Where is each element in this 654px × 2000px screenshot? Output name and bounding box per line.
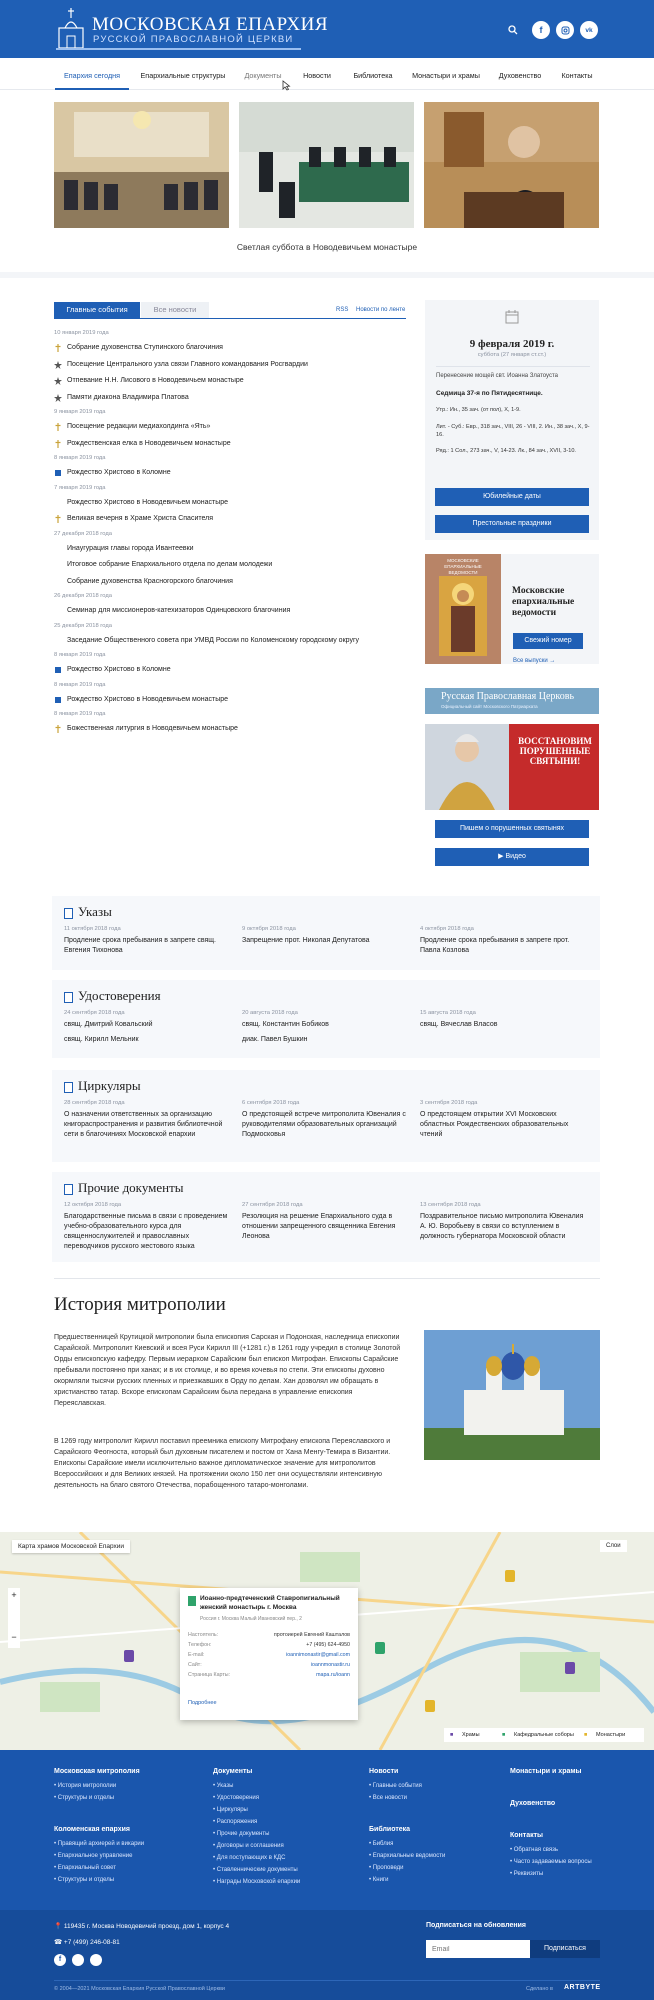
doc-item[interactable] — [420, 926, 585, 956]
rpc-banner-subtitle: Официальный сайт Московского Патриархата — [441, 704, 538, 709]
footer-contact-link[interactable]: • Часто задаваемые вопросы — [510, 1859, 592, 1865]
popup-row-label: Страница Карты: — [188, 1672, 231, 1678]
event-item[interactable] — [54, 636, 414, 646]
all-issues-link[interactable]: Все выпуски → — [513, 658, 556, 664]
nav-item-monasteries[interactable]: Монастыри и храмы — [412, 71, 480, 80]
event-item[interactable] — [54, 695, 414, 705]
doc-item-title[interactable]: Поздравительное письмо митрополита Ювеналия А. Ю. Воробьеву в связи со вступлением в должность губернатора Московской области — [420, 1213, 584, 1240]
event-title[interactable]: Собрание духовенства Красногорского благочиния — [67, 577, 233, 585]
map-legend — [444, 1728, 644, 1742]
event-title[interactable]: Инаугурация главы города Ивантеевки — [67, 544, 194, 552]
slider-photo-3[interactable] — [424, 102, 599, 228]
event-title[interactable]: Рождество Христово в Новодевичьем монастыре — [67, 498, 229, 506]
doc-item-title[interactable]: Благодарственные письма в связи с проведением учебно-образовательного курса для священнослужителей и православных переводчиков русского жестового языка — [64, 1213, 228, 1250]
footer-library-link[interactable]: • Библия — [369, 1841, 394, 1847]
doc-item-date: 24 сентября 2018 года — [64, 1010, 125, 1016]
doc-item-title[interactable]: О предстоящей встрече митрополита Ювеналия с руководителями образовательных организаций Подмосковья — [242, 1111, 406, 1138]
zoom-in-icon[interactable]: + — [11, 1590, 17, 1600]
facebook-icon[interactable]: f — [532, 21, 550, 39]
event-item[interactable] — [54, 498, 414, 508]
nav-item-library[interactable]: Библиотека — [353, 71, 393, 80]
doc-item-title-2[interactable]: свящ. Кирилл Мельник — [64, 1036, 139, 1043]
event-cross-icon — [54, 423, 62, 431]
metropolitan-photo — [425, 724, 509, 810]
event-cross-icon — [54, 725, 62, 733]
other-docs-icon — [64, 1184, 73, 1195]
footer-contact-link[interactable]: • Обратная связь — [510, 1847, 558, 1853]
doc-item[interactable] — [64, 1010, 229, 1045]
footer-metropolis-link[interactable]: • Структуры и отделы — [54, 1795, 115, 1801]
doc-item[interactable] — [242, 1202, 407, 1242]
footer-documents-link[interactable]: • Циркуляры — [213, 1807, 248, 1813]
footer-documents-link[interactable]: • Награды Московской епархии — [213, 1879, 301, 1885]
nav-item-contacts[interactable]: Контакты — [561, 71, 593, 80]
event-none-icon — [54, 637, 62, 645]
event-item[interactable] — [54, 665, 414, 675]
event-title[interactable]: Посещение Центрального узла связи Главного командования Росгвардии — [67, 360, 308, 368]
map-marker-icon[interactable] — [505, 1570, 515, 1582]
event-title[interactable]: Рождество Христово в Новодевичьем монастыре — [67, 695, 229, 703]
footer-kolomna-link[interactable]: • Епархиальный совет — [54, 1865, 116, 1871]
footer-documents-heading[interactable]: Документы — [213, 1768, 253, 1775]
event-title[interactable]: Великая вечерня в Храме Христа Спасителя — [67, 515, 214, 522]
calendar-week: Седмица 37-я по Пятидесятнице. — [436, 390, 543, 397]
popup-row-value[interactable]: mapa.ru/ioann — [316, 1672, 350, 1678]
popup-row-value[interactable]: ioannimonastir@gmail.com — [286, 1652, 350, 1658]
doc-item-title[interactable]: свящ. Вячеслав Власов — [420, 1021, 498, 1028]
history-divider — [54, 1278, 600, 1279]
popup-row-value: протоиерей Евгений Кашталов — [273, 1632, 350, 1638]
event-item[interactable] — [54, 560, 414, 570]
event-star-icon — [54, 377, 62, 385]
popup-row-label: Настоятель: — [188, 1632, 219, 1638]
event-item[interactable] — [54, 393, 414, 403]
section-divider — [0, 272, 654, 278]
popup-address: Россия г. Москва Малый Ивановский пер., 2 — [200, 1616, 302, 1622]
footer-section-heading[interactable]: Монастыри и храмы — [510, 1768, 582, 1775]
nav-item-clergy[interactable]: Духовенство — [498, 71, 542, 80]
footer-metropolis-heading[interactable]: Московская митрополия — [54, 1768, 140, 1775]
artbyte-logo[interactable]: ARTBYTE — [564, 1984, 601, 1991]
doc-section — [52, 980, 600, 1058]
event-date: 8 января 2019 года — [54, 652, 106, 658]
footer-section-heading[interactable]: Духовенство — [510, 1800, 556, 1807]
footer-library-link[interactable]: • Книги — [369, 1877, 389, 1883]
shrines-banner-text: ВОССТАНОВИМ ПОРУШЕННЫЕ СВЯТЫНИ! — [518, 736, 592, 766]
cursor-icon — [282, 80, 291, 91]
event-dot-icon — [54, 469, 62, 477]
legend-churches[interactable]: Храмы — [462, 1732, 480, 1738]
footer-library-link[interactable]: • Проповеди — [369, 1865, 404, 1871]
event-none-icon — [54, 578, 62, 586]
map-marker-icon[interactable] — [375, 1642, 385, 1654]
legend-cathedrals[interactable]: Кафедральные соборы — [514, 1732, 574, 1738]
footer-address-text: 119435 г. Москва Новодевичий проезд, дом 1, корпус 4 — [63, 1923, 230, 1930]
doc-section-title[interactable]: Указы — [78, 904, 112, 919]
map-title-label: Карта храмов Московской Епархии — [12, 1540, 130, 1553]
doc-item-title[interactable]: Резолюция на решение Епархиального суда в отношении запрещенного священника Евгения Леонова — [242, 1213, 396, 1240]
event-title[interactable]: Итоговое собрание Епархиального отдела по делам молодежи — [67, 561, 273, 568]
doc-item[interactable] — [64, 1100, 229, 1140]
doc-item[interactable] — [420, 1202, 585, 1242]
tab-all-news[interactable]: Все новости — [141, 302, 209, 318]
doc-section-title[interactable]: Циркуляры — [78, 1078, 141, 1093]
doc-item-title[interactable]: Запрещение прот. Николая Депутатова — [242, 937, 370, 944]
map-marker-icon[interactable] — [425, 1700, 435, 1712]
footer-kolomna-link[interactable]: • Правящий архиерей и викарии — [54, 1841, 145, 1847]
event-item[interactable] — [54, 468, 414, 478]
popup-row-value[interactable]: ioannmonastir.ru — [310, 1662, 350, 1668]
event-date: 25 декабря 2018 года — [54, 622, 112, 629]
decree-icon — [64, 908, 73, 919]
zoom-out-icon[interactable]: − — [11, 1632, 17, 1642]
legend-monasteries[interactable]: Монастыри — [596, 1732, 626, 1738]
nav-item-structures[interactable]: Епархиальные структуры — [140, 71, 226, 80]
patronal-feasts-button[interactable]: Престольные праздники — [435, 515, 589, 533]
popup-row — [188, 1632, 350, 1642]
event-none-icon — [54, 545, 62, 553]
history-paragraph-1: Предшественницей Крутицкой митрополии была епископия Сарская и Подонская, наследница епископии Сарайской. Митрополит Киевский и всея Руси Кирилл III (+1281 г.) в 1261 году учредил в столице Золотой Орды епископскую кафедру. Первым иерархом Сарайским был епископ Митрофан. Епископы Сарайские пребывали постоянно при ханах; и в их столице, и во время кочевья по степи. Эти епископы духовно окормляли тысячи русских пленных и приезжавших в Орду по делам. Хан дозволял им обращать в христианство татар. Вскоре епископам Сарайским была передана в управление епископия Переяславская. — [54, 1334, 401, 1407]
event-none-icon — [54, 561, 62, 569]
nav-item-news[interactable]: Новости — [303, 71, 331, 80]
footer-divider — [54, 1980, 600, 1981]
event-date: 10 января 2019 года — [54, 330, 109, 336]
event-title[interactable]: Семинар для миссионеров-катехизаторов Одинцовского благочиния — [67, 607, 291, 614]
journal-cover-title: МОСКОВСКИЕ ЕПАРХИАЛЬНЫЕ ВЕДОМОСТИ — [444, 558, 482, 575]
doc-item-date: 3 сентября 2018 года — [420, 1100, 478, 1106]
temples-map[interactable] — [0, 1532, 654, 1750]
map-marker-icon[interactable] — [124, 1650, 134, 1662]
event-dot-icon — [54, 696, 62, 704]
event-item[interactable] — [54, 422, 414, 432]
event-item[interactable] — [54, 724, 414, 734]
footer-bottom — [0, 1910, 654, 2000]
map-marker-icon[interactable] — [565, 1662, 575, 1674]
rpc-banner[interactable] — [425, 688, 599, 714]
popup-row-label: Телефон: — [188, 1642, 212, 1648]
map-zoom-control[interactable] — [8, 1588, 20, 1648]
footer-address: 📍 119435 г. Москва Новодевичий проезд, дом 1, корпус 4 — [54, 1923, 230, 1930]
calendar-saint: Перенесение мощей свт. Иоанна Златоуста — [436, 373, 558, 379]
event-star-icon — [54, 361, 62, 369]
calendar-date: 9 февраля 2019 г. — [469, 338, 555, 350]
event-star-icon — [54, 394, 62, 402]
history-title: История митрополии — [54, 1294, 226, 1315]
footer-documents-link[interactable]: • Прочие документы — [213, 1831, 270, 1837]
icon-saint-image — [439, 576, 487, 656]
doc-item[interactable] — [420, 1100, 585, 1140]
history-paragraph-2: В 1269 году митрополит Кирилл поставил преемника епископу Митрофану епископа Переяславского и Сарайского Феогноста, который был духовным писателем и постом от Хана Менгу-Темира в Византии. Епископы Сарайские имели исключительно важное дипломатическое значение для митрополитов Всероссийских и для Великих князей. На протяжении около 150 лет они осуществляли интенсивную деятельность на благо святого Отечества, порабощенного татаро-монголами. — [54, 1438, 391, 1489]
legend-icon-churches: ■ — [450, 1732, 454, 1738]
footer-facebook-icon[interactable]: f — [54, 1954, 66, 1966]
event-item[interactable] — [54, 577, 414, 587]
event-title[interactable]: Рождественская елка в Новодевичьем монастыре — [67, 439, 231, 447]
doc-item-date: 9 октября 2018 года — [242, 926, 296, 932]
footer-metropolis-link[interactable]: • История митрополии — [54, 1783, 117, 1789]
news-tape-link[interactable]: Новости по ленте — [356, 307, 406, 313]
event-item[interactable] — [54, 343, 414, 353]
doc-item[interactable] — [64, 926, 229, 956]
calendar-reading-1: Утр.: Ин., 35 зач. (от пол), Х, 1-9. — [436, 407, 521, 413]
calendar-icon — [505, 310, 519, 324]
doc-item-title[interactable]: О назначении ответственных за организацию книгораспространения и развития библиотечной сети в благочиниях Московской епархии — [64, 1111, 223, 1138]
monastery-photo[interactable] — [424, 1330, 600, 1460]
vk-icon[interactable]: vk — [580, 21, 598, 39]
popup-row-label: Сайт: — [188, 1662, 202, 1668]
event-date: 8 января 2019 года — [54, 455, 106, 461]
popup-more-link[interactable]: Подробнее — [188, 1700, 217, 1706]
slider-caption[interactable]: Светлая суббота в Новодевичьем монастыре — [236, 242, 418, 252]
legend-icon-monasteries: ■ — [584, 1732, 588, 1738]
event-item[interactable] — [54, 544, 414, 554]
logo-underline — [56, 48, 301, 50]
doc-item-date: 12 октября 2018 года — [64, 1202, 122, 1208]
popup-row-value: +7 (495) 624-4950 — [306, 1642, 350, 1648]
event-date: 27 декабря 2018 года — [54, 530, 112, 537]
nav-item-today[interactable]: Епархия сегодня — [55, 62, 129, 90]
event-title[interactable]: Рождество Христово в Коломне — [67, 666, 171, 673]
footer-section-heading[interactable]: Контакты — [510, 1832, 544, 1839]
event-date: 8 января 2019 года — [54, 681, 106, 688]
tab-main-events[interactable]: Главные события — [54, 302, 140, 318]
circular-icon — [64, 1082, 73, 1093]
doc-item-date: 6 сентября 2018 года — [242, 1100, 300, 1106]
cathedral-logo-icon[interactable] — [56, 6, 86, 52]
journal-title[interactable]: Московские епархиальные ведомости — [512, 586, 575, 618]
shrines-banner[interactable] — [425, 724, 599, 810]
slider-photo-2[interactable] — [239, 102, 414, 228]
video-button[interactable]: ▶ Видео — [435, 848, 589, 866]
doc-item[interactable] — [242, 926, 407, 946]
event-item[interactable] — [54, 514, 414, 524]
doc-item-date: 11 октября 2018 года — [64, 926, 121, 932]
slider-photo-1[interactable] — [54, 102, 229, 228]
event-title[interactable]: Рождество Христово в Коломне — [67, 469, 171, 476]
jubilee-dates-button[interactable]: Юбилейные даты — [435, 488, 589, 506]
event-title[interactable]: Собрание духовенства Ступинского благочиния — [67, 344, 223, 351]
legend-icon-cathedrals: ■ — [502, 1732, 506, 1738]
popup-title: Иоанно-предтеченский Ставропигиальный женский монастырь г. Москва — [200, 1595, 340, 1611]
event-title[interactable]: Посещение редакции медиахолдинга «Ять» — [67, 423, 211, 430]
ruined-shrines-button[interactable]: Пишем о порушенных святынях — [435, 820, 589, 838]
doc-item-date: 20 августа 2018 года — [242, 1010, 298, 1016]
monastery-marker-icon — [188, 1596, 196, 1606]
doc-section — [52, 896, 600, 970]
doc-item[interactable] — [420, 1010, 585, 1030]
event-cross-icon — [54, 515, 62, 523]
footer-copyright: © 2004—2021 Московская Епархия Русской Православной Церкви — [54, 1986, 225, 1992]
footer-kolomna-heading[interactable]: Коломенская епархия — [54, 1826, 131, 1833]
doc-item-date: 15 августа 2018 года — [420, 1010, 476, 1016]
doc-item-title[interactable]: свящ. Константин Бобиков — [242, 1021, 329, 1028]
footer-library-link[interactable]: • Епархиальные ведомости — [369, 1853, 446, 1859]
doc-item[interactable] — [242, 1100, 407, 1140]
event-cross-icon — [54, 440, 62, 448]
footer-mail-icon[interactable] — [72, 1954, 84, 1966]
event-title[interactable]: Памяти диакона Владимира Платова — [67, 393, 189, 401]
footer-documents-link[interactable]: • Для поступающих в КДС — [213, 1855, 286, 1861]
footer-documents-link[interactable]: • Указы — [213, 1783, 234, 1789]
doc-section-title[interactable]: Удостоверения — [78, 988, 161, 1003]
calendar-subdate: суббота (27 января ст.ст.) — [477, 352, 547, 358]
map-popup — [180, 1588, 358, 1720]
event-item[interactable] — [54, 439, 414, 449]
doc-item-title[interactable]: Продление срока пребывания в запрете прот. Павла Козлова — [420, 937, 570, 954]
popup-row — [188, 1652, 350, 1662]
event-cross-icon — [54, 344, 62, 352]
doc-section — [52, 1070, 600, 1162]
calendar-divider — [436, 366, 590, 367]
footer-news-link[interactable]: • Все новости — [369, 1795, 407, 1801]
doc-item-date: 27 сентября 2018 года — [242, 1202, 303, 1208]
footer-documents-link[interactable]: • Ставленнические документы — [213, 1867, 298, 1873]
event-item[interactable] — [54, 606, 414, 616]
event-dot-icon — [54, 666, 62, 674]
doc-item-title[interactable]: свящ. Дмитрий Ковальский — [64, 1021, 153, 1028]
calendar-reading-3: Ряд.: 1 Сол., 273 зач., V, 14-23. Лк., 84 зач., XVII, 3-10. — [436, 448, 576, 454]
event-none-icon — [54, 607, 62, 615]
footer-contact-link[interactable]: • Реквизиты — [510, 1871, 544, 1877]
search-icon[interactable] — [504, 21, 522, 39]
footer-documents-link[interactable]: • Удостоверения — [213, 1795, 260, 1801]
event-date: 9 января 2019 года — [54, 409, 106, 415]
rss-link[interactable]: RSS — [336, 307, 349, 313]
event-date: 7 января 2019 года — [54, 484, 106, 491]
doc-item-title[interactable]: О предстоящем открытии XVI Московских областных Рождественских образовательных чтений — [420, 1111, 569, 1138]
rpc-banner-title: Русская Православная Церковь — [441, 691, 575, 702]
event-date: 26 декабря 2018 года — [54, 593, 112, 599]
footer-news-heading[interactable]: Новости — [369, 1768, 399, 1775]
footer-documents-link[interactable]: • Договоры и соглашения — [213, 1843, 284, 1849]
instagram-icon[interactable] — [556, 21, 574, 39]
footer-kolomna-link[interactable]: • Структуры и отделы — [54, 1877, 115, 1883]
doc-item-date: 13 сентября 2018 года — [420, 1202, 481, 1208]
event-date: 8 января 2019 года — [54, 711, 106, 717]
doc-item[interactable] — [64, 1202, 229, 1252]
calendar-reading-2: Лит. - Суб.: Евр., 318 зач., VIII, 26 - VIII, 2. Ин., 38 зач., Х, 9-16. — [436, 424, 590, 438]
footer-phone-text: +7 (499) 246-08-81 — [63, 1939, 120, 1946]
footer-documents-link[interactable]: • Распоряжения — [213, 1819, 258, 1825]
footer-kolomna-link[interactable]: • Епархиальное управление — [54, 1853, 133, 1859]
popup-row — [188, 1642, 350, 1652]
footer-instagram-icon[interactable] — [90, 1954, 102, 1966]
doc-section — [52, 1172, 600, 1262]
site-subtitle: РУССКОЙ ПРАВОСЛАВНОЙ ЦЕРКВИ — [93, 34, 294, 45]
subscribe-button[interactable]: Подписаться — [530, 1940, 600, 1958]
footer-news-link[interactable]: • Главные события — [369, 1783, 422, 1789]
tab-underline — [54, 318, 406, 319]
subscribe-title: Подписаться на обновления — [426, 1922, 526, 1929]
doc-section-title[interactable]: Прочие документы — [78, 1180, 184, 1195]
event-title[interactable]: Отпевание Н.Н. Лисового в Новодевичьем монастыре — [67, 377, 244, 384]
doc-item-title-2[interactable]: диак. Павел Бушкин — [242, 1036, 308, 1043]
site-footer — [0, 1750, 654, 1910]
nav-item-documents[interactable]: Документы — [244, 71, 282, 80]
footer-phone[interactable]: ☎ +7 (499) 246-08-81 — [54, 1939, 120, 1946]
event-none-icon — [54, 499, 62, 507]
fresh-issue-button[interactable]: Свежий номер — [513, 633, 583, 649]
popup-row-label: E-mail: — [188, 1652, 205, 1658]
doc-item-date: 4 октября 2018 года — [420, 926, 474, 932]
event-title[interactable]: Заседание Общественного совета при УМВД России по Коломенскому городскому округу — [67, 636, 360, 644]
footer-library-heading[interactable]: Библиотека — [369, 1826, 411, 1833]
event-item[interactable] — [54, 376, 414, 386]
doc-item[interactable] — [242, 1010, 407, 1045]
footer-made-by: Сделано в — [526, 1986, 553, 1992]
doc-item-title[interactable]: Продление срока пребывания в запрете свящ. Евгения Тихонова — [64, 937, 216, 954]
popup-row — [188, 1662, 350, 1672]
subscribe-email-input[interactable] — [426, 1940, 530, 1958]
event-title[interactable]: Божественная литургия в Новодевичьем монастыре — [67, 725, 238, 732]
map-layers-button[interactable]: Слои — [600, 1540, 627, 1552]
journal-cover[interactable] — [425, 554, 501, 664]
main-nav — [0, 62, 654, 90]
site-title[interactable]: МОСКОВСКАЯ ЕПАРХИЯ — [92, 14, 328, 35]
popup-row — [188, 1672, 350, 1682]
certificate-icon — [64, 992, 73, 1003]
event-item[interactable] — [54, 360, 414, 370]
popup-details — [188, 1632, 350, 1682]
doc-item-date: 28 сентября 2018 года — [64, 1100, 125, 1106]
